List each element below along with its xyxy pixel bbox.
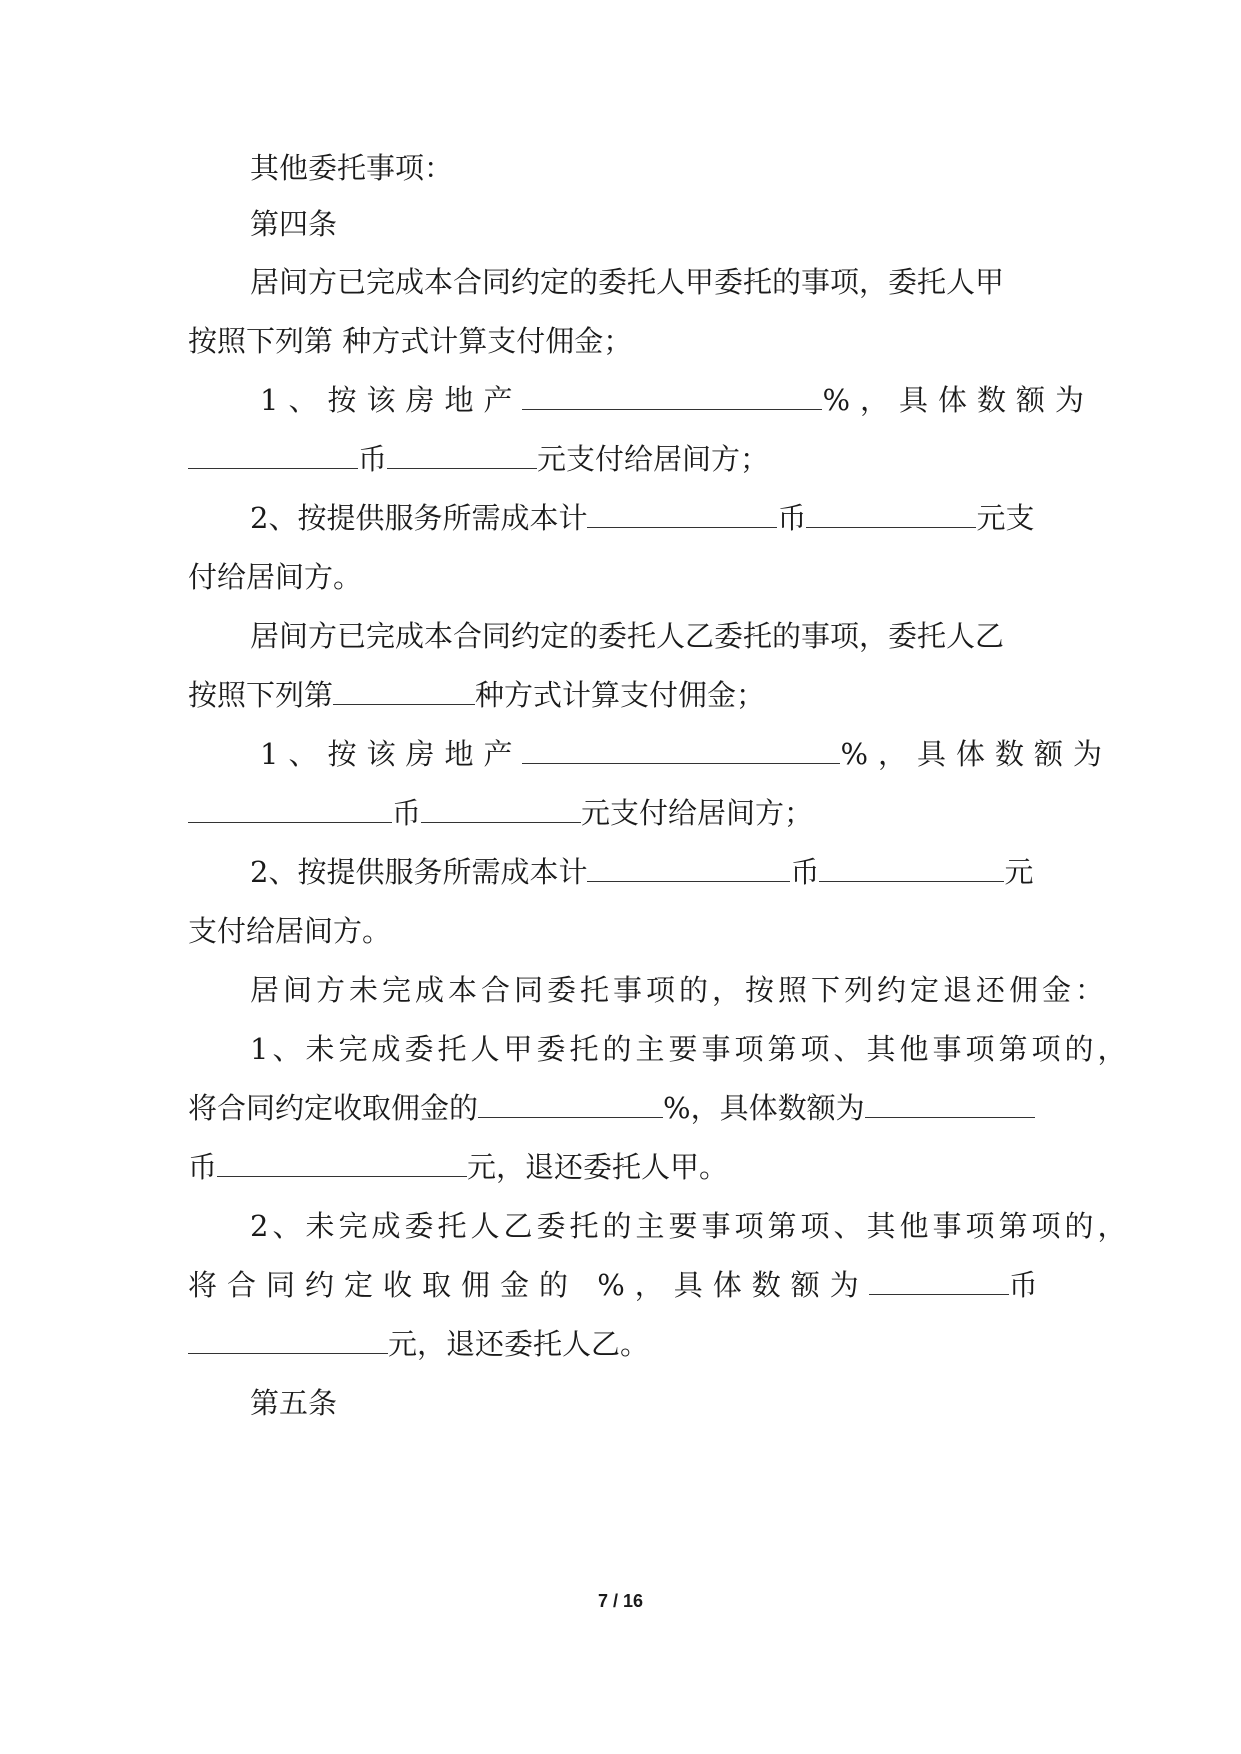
text: 币 [1008, 1268, 1048, 1302]
text: 支付给居间方。 [188, 914, 392, 948]
text: 币 [188, 1150, 218, 1184]
blank-line [387, 442, 537, 469]
text: 居间方已完成本合同约定的委托人甲委托的事项，委托人甲 [250, 265, 1005, 299]
text: 元支付给居间方； [537, 442, 770, 476]
text: 2、未完成委托人乙委托的主要事项第项、其他事项第项的， [250, 1209, 1131, 1243]
item-b1 [260, 734, 1113, 774]
blank-line [587, 855, 790, 882]
text: 1、按该房地产 [260, 737, 523, 771]
blank-line [587, 501, 777, 528]
blank-line [806, 501, 976, 528]
text: 居间方未完成本合同委托事项的，按照下列约定退还佣金： [250, 973, 1109, 1007]
text: %，具体数额为 [822, 383, 1095, 417]
blank-line [522, 737, 840, 764]
item-c1 [250, 1029, 1131, 1069]
heading-article-4 [250, 204, 1058, 244]
blank-line [188, 796, 392, 823]
text: 币 [777, 501, 807, 535]
item-a2 [250, 498, 1058, 538]
paragraph-party-b-intro-cont [188, 675, 1058, 715]
text: 2、按提供服务所需成本计 [250, 855, 588, 889]
text: 付给居间方。 [188, 560, 363, 594]
text: 元支 [976, 501, 1035, 535]
item-a1 [260, 380, 1095, 420]
text: %，具体数额为 [663, 1091, 865, 1125]
text: 1、按该房地产 [260, 383, 523, 417]
text: 第五条 [250, 1386, 338, 1420]
blank-line [819, 855, 1004, 882]
paragraph-party-a-intro-cont [188, 321, 1058, 361]
item-c2 [250, 1206, 1131, 1246]
blank-line [188, 442, 358, 469]
item-a1-cont [188, 439, 1058, 479]
text: 居间方已完成本合同约定的委托人乙委托的事项，委托人乙 [250, 619, 1005, 653]
text: 元，退还委托人乙。 [388, 1327, 650, 1361]
text: 1、未完成委托人甲委托的主要事项第项、其他事项第项的， [250, 1032, 1131, 1066]
item-c1-cont2 [188, 1147, 1058, 1187]
text: 按照下列第 种方式计算支付佣金； [188, 324, 633, 358]
blank-line [333, 678, 475, 705]
text: 元，退还委托人甲。 [467, 1150, 729, 1184]
text: 按照下列第 [188, 678, 334, 712]
text: 其他委托事项： [250, 151, 454, 185]
item-b2 [250, 852, 1058, 892]
item-b2-cont [188, 911, 1058, 951]
text: 元支付给居间方； [581, 796, 814, 830]
item-a2-cont [188, 557, 1058, 597]
page-number: 7 / 16 [597, 1591, 644, 1611]
text: 元 [1004, 855, 1034, 889]
blank-line [522, 383, 822, 410]
text: 币 [392, 796, 422, 830]
text: 种方式计算支付佣金； [475, 678, 766, 712]
paragraph-party-a-intro [250, 262, 1058, 302]
text: 将合同约定收取佣金的 %，具体数额为 [188, 1268, 869, 1302]
blank-line [217, 1150, 467, 1177]
paragraph-other-matters [250, 148, 1058, 188]
heading-article-5 [250, 1383, 1058, 1423]
blank-line [865, 1091, 1035, 1118]
blank-line [478, 1091, 663, 1118]
text: %，具体数额为 [840, 737, 1113, 771]
item-c1-cont [188, 1088, 1058, 1128]
paragraph-party-b-intro [250, 616, 1058, 656]
item-c2-cont2 [188, 1324, 1058, 1364]
blank-line [869, 1268, 1009, 1295]
text: 将合同约定收取佣金的 [188, 1091, 479, 1125]
item-c2-cont [188, 1265, 1058, 1305]
text: 币 [358, 442, 388, 476]
blank-line [188, 1327, 388, 1354]
text: 2、按提供服务所需成本计 [250, 501, 588, 535]
text: 币 [790, 855, 820, 889]
text: 第四条 [250, 207, 338, 241]
blank-line [421, 796, 581, 823]
item-b1-cont [188, 793, 1058, 833]
paragraph-refund-intro [250, 970, 1109, 1010]
